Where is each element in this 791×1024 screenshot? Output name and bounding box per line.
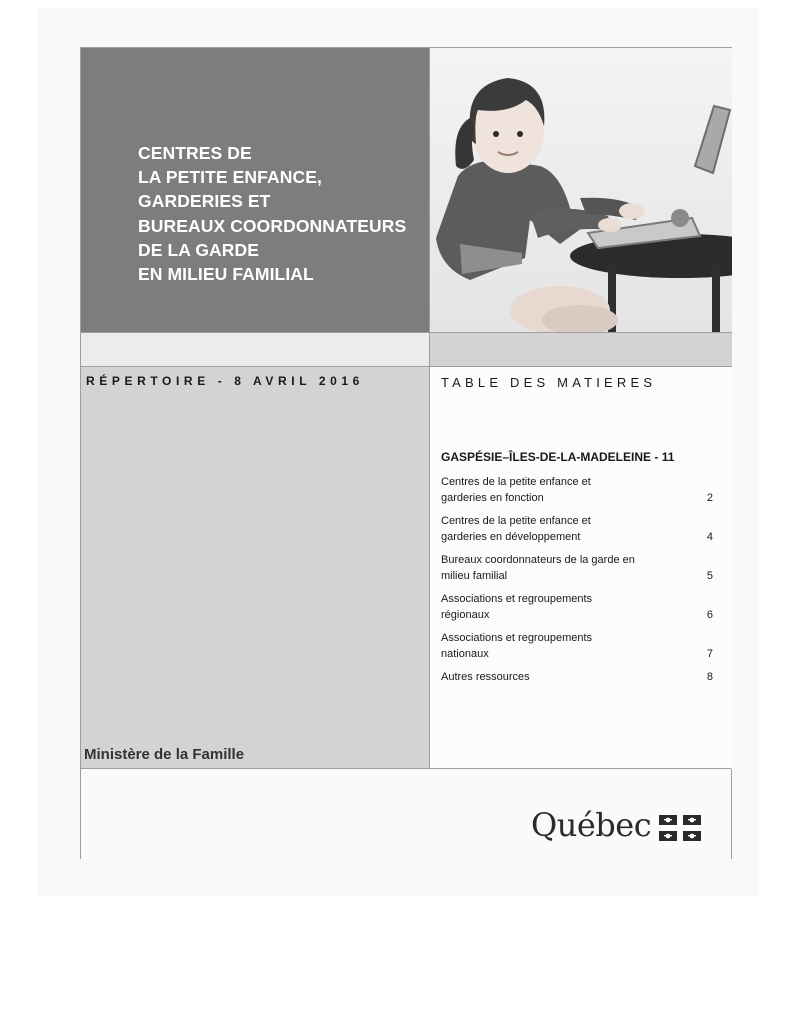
toc-entry-label: Associations et regroupements [441,593,593,605]
left-panel [81,366,429,769]
title-line: BUREAUX COORDONNATEURS [138,215,407,236]
footer-logo-row [81,768,731,859]
document-title [138,141,406,286]
toc-entry[interactable] [441,669,713,685]
toc-entry-label: garderies en développement [441,531,581,543]
toc-entry-label: Autres ressources [441,671,530,683]
toc-entry-label: Associations et regroupements [441,632,593,644]
toc-entry-label: milieu familial [441,570,508,582]
toc-entry[interactable] [441,552,713,584]
toc-entry-label: Bureaux coordonnateurs de la garde en [441,554,635,566]
toc-entry-label: Centres de la petite enfance et [441,476,591,488]
toc-entry-label: régionaux [441,609,490,621]
toc-page-number: 6 [706,609,713,621]
ministry-name: Ministère de la Famille [84,746,245,763]
header-strip-left [81,332,429,367]
table-of-contents [429,366,732,769]
toc-entry[interactable] [441,474,713,506]
toc-page-number: 8 [706,671,713,683]
toc-page-number: 7 [706,648,713,660]
toc-entry[interactable] [441,630,713,662]
toc-entry[interactable] [441,591,713,623]
title-block [81,48,429,332]
title-line: LA PETITE ENFANCE, [138,167,322,188]
toc-page-number: 4 [706,531,713,543]
toc-entry-label: Centres de la petite enfance et [441,515,591,527]
header-strip-right [429,332,732,367]
toc-entry-label: garderies en fonction [441,492,544,504]
fleur-de-lis-flag-icon [659,815,701,841]
toc-region-heading: GASPÉSIE–ÎLES-DE-LA-MADELEINE - 11 [441,450,675,464]
toc-heading: TABLE DES MATIERES [441,375,657,390]
toc-page-number: 2 [706,492,713,504]
quebec-logo-wordmark: Québec [531,806,652,844]
title-line: GARDERIES ET [138,191,271,212]
title-line: DE LA GARDE [138,239,260,260]
toc-page-number: 5 [706,570,713,582]
toc-entry-label: nationaux [441,648,489,660]
repertoire-date: RÉPERTOIRE - 8 AVRIL 2016 [86,374,364,388]
child-at-laptop-photo [429,48,732,332]
toc-entry[interactable] [441,513,713,545]
title-line: CENTRES DE [138,143,252,163]
cover-frame [80,47,732,859]
title-line: EN MILIEU FAMILIAL [138,264,314,285]
toc-list [441,474,713,692]
